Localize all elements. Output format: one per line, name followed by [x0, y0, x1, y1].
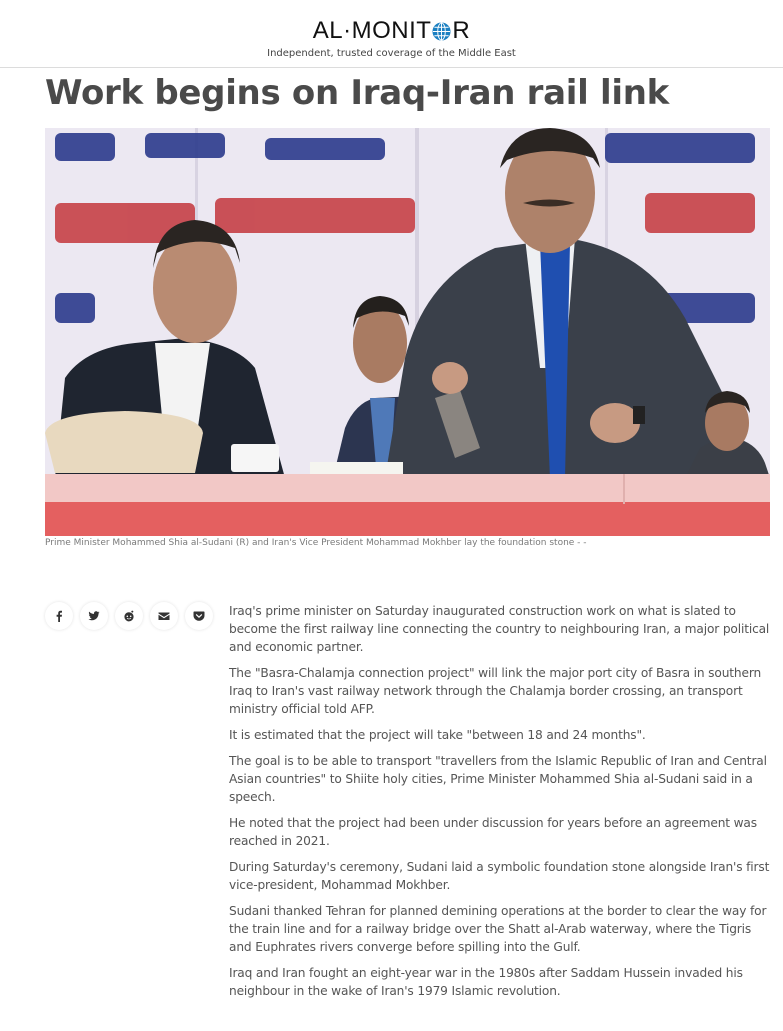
article-paragraph: The "Basra-Chalamja connection project" will link the major port city of Basra in southern Iraq to Iran's vast railway network through the Chalamja border crossing, an transport ministry official told AFP. — [229, 666, 762, 716]
article-paragraph: It is estimated that the project will take "between 18 and 24 months". — [229, 728, 646, 742]
image-caption: Prime Minister Mohammed Shia al-Sudani (R) and Iran's Vice President Mohammad Mokhber lay the foundation stone - - — [45, 538, 587, 548]
hero-photo-illustration — [45, 128, 770, 536]
pocket-icon — [193, 610, 205, 622]
site-header — [0, 0, 783, 68]
share-reddit-button[interactable] — [115, 602, 143, 630]
facebook-icon — [53, 610, 65, 622]
share-email-button[interactable] — [150, 602, 178, 630]
share-bar — [45, 602, 213, 630]
share-twitter-button[interactable] — [80, 602, 108, 630]
logo-wordmark — [313, 17, 471, 45]
site-logo[interactable] — [0, 17, 783, 45]
logo-text-left: AL·MONIT — [312, 17, 432, 44]
article-paragraph: During Saturday's ceremony, Sudani laid a symbolic foundation stone alongside Iran's first vice-president, Mohammad Mokhber. — [229, 860, 770, 892]
article-paragraph: Iraq and Iran fought an eight-year war in the 1980s after Saddam Hussein invaded his neighbour in the wake of Iran's 1979 Islamic revolution. — [229, 966, 743, 998]
email-icon — [158, 610, 170, 622]
article-body — [229, 602, 774, 1008]
article-hero-image — [45, 128, 770, 536]
article-paragraph: Iraq's prime minister on Saturday inaugurated construction work on what is slated to become the first railway line connecting the country to neighbouring Iran, a major political and economic partner. — [229, 604, 770, 654]
twitter-icon — [88, 610, 100, 622]
site-tagline: Independent, trusted coverage of the Middle East — [267, 48, 516, 59]
globe-icon — [432, 22, 451, 41]
article-paragraph: He noted that the project had been under discussion for years before an agreement was reached in 2021. — [229, 816, 757, 848]
logo-text-right: R — [452, 17, 471, 44]
share-pocket-button[interactable] — [185, 602, 213, 630]
article-paragraph: The goal is to be able to transport "travellers from the Islamic Republic of Iran and Central Asian countries" to Shiite holy cities, Prime Minister Mohammed Shia al-Sudani said in a speech. — [229, 754, 767, 804]
reddit-icon — [123, 610, 135, 622]
share-facebook-button[interactable] — [45, 602, 73, 630]
article-title: Work begins on Iraq-Iran rail link — [45, 73, 669, 113]
article-paragraph: Sudani thanked Tehran for planned demining operations at the border to clear the way for the train line and for a railway bridge over the Shatt al-Arab waterway, where the Tigris and Euphrates rivers converge before spilling into the Gulf. — [229, 904, 767, 954]
